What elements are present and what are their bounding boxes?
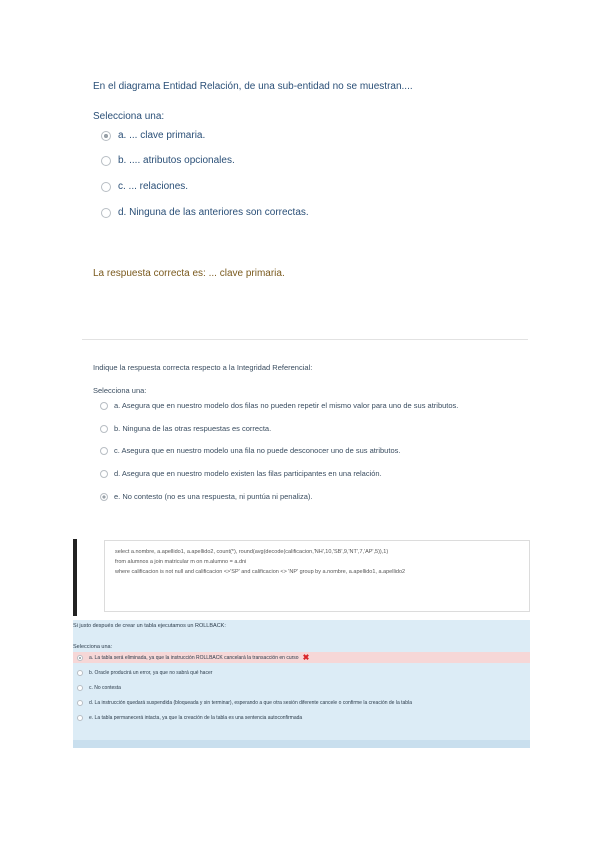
question2-option-a[interactable] xyxy=(100,401,458,410)
option-label: c. ... relaciones. xyxy=(118,181,189,192)
radio-button[interactable] xyxy=(101,208,111,218)
option-label: e. La tabla permanecerá intacta, ya que la creación de la tabla es una sentencia autoconfirmada xyxy=(89,714,303,721)
sql-line: where calificacion is not null and calificacion <>'SP' and calificacion <> 'NP' group by a.nombre, a.apellido1, a.apellido2 xyxy=(115,569,406,575)
option-label: b. .... atributos opcionales. xyxy=(118,155,235,166)
question2-option-d[interactable] xyxy=(100,469,382,478)
radio-button[interactable] xyxy=(77,655,83,661)
question1-option-c[interactable] xyxy=(101,181,188,192)
option-label: d. La instrucción quedará suspendida (bloqueada y sin terminar), esperando a que otra sesión diferente cancele o confirme la creación de la tabla xyxy=(89,699,412,706)
incorrect-x-icon: ✖ xyxy=(302,653,310,662)
radio-button[interactable] xyxy=(101,156,111,166)
question1-correct-answer: La respuesta correcta es: ... clave primaria. xyxy=(93,268,285,279)
radio-button[interactable] xyxy=(101,182,111,192)
option-label: a. La tabla será eliminada, ya que la instrucción ROLLBACK cancelará la transacción en curso xyxy=(89,654,299,661)
divider xyxy=(82,339,528,340)
option-label: c. No contesta xyxy=(89,684,121,691)
question1-text: En el diagrama Entidad Relación, de una sub-entidad no se muestran.... xyxy=(93,81,413,92)
question1-option-b[interactable] xyxy=(101,155,235,166)
question2-option-c[interactable] xyxy=(100,446,400,455)
question3-footer-strip xyxy=(73,740,530,748)
question1-option-d[interactable] xyxy=(101,207,309,218)
option-label: b. Oracle producirá un error, ya que no sabrá qué hacer xyxy=(89,669,213,676)
sql-code-block xyxy=(104,540,530,612)
sql-line: select a.nombre, a.apellido1, a.apellido2, count(*), round(avg(decode(calificacion,'NH',10,'SB',9,'NT',7,'AP',5)),1) xyxy=(115,549,389,555)
question2-text: Indique la respuesta correcta respecto a la Integridad Referencial: xyxy=(93,363,313,372)
question1-option-a[interactable] xyxy=(101,130,205,141)
radio-button[interactable] xyxy=(77,670,83,676)
radio-button[interactable] xyxy=(100,493,108,501)
option-label: a. Asegura que en nuestro modelo dos filas no pueden repetir el mismo valor para uno de sus atributos. xyxy=(114,401,459,410)
question2-option-e[interactable] xyxy=(100,492,312,501)
option-label: c. Asegura que en nuestro modelo una fila no puede desconocer uno de sus atributos. xyxy=(114,446,401,455)
radio-button[interactable] xyxy=(101,131,111,141)
radio-button[interactable] xyxy=(77,700,83,706)
question1-prompt: Selecciona una: xyxy=(93,111,165,122)
sql-line: from alumnos a join matricular m on m.alumno = a.dni xyxy=(115,559,247,565)
option-label: d. Asegura que en nuestro modelo existen las filas participantes en una relación. xyxy=(114,469,382,478)
option-label: e. No contesto (no es una respuesta, ni puntúa ni penaliza). xyxy=(114,492,313,501)
radio-button[interactable] xyxy=(100,425,108,433)
radio-button[interactable] xyxy=(100,402,108,410)
question3-option-d[interactable] xyxy=(73,697,530,708)
question3-prompt: Selecciona una: xyxy=(73,644,113,650)
option-label: d. Ninguna de las anteriores son correctas. xyxy=(118,207,309,218)
sql-block-marker xyxy=(73,539,77,616)
radio-button[interactable] xyxy=(100,470,108,478)
question3-option-a[interactable] xyxy=(73,652,530,663)
question3-text: Si justo después de crear un tabla ejecutamos un ROLLBACK: xyxy=(73,623,226,629)
option-label: a. ... clave primaria. xyxy=(118,130,206,141)
radio-button[interactable] xyxy=(77,685,83,691)
question2-option-b[interactable] xyxy=(100,424,271,433)
question3-option-e[interactable] xyxy=(73,712,530,723)
question3-option-c[interactable] xyxy=(73,682,530,693)
question3-option-b[interactable] xyxy=(73,667,530,678)
radio-button[interactable] xyxy=(77,715,83,721)
radio-button[interactable] xyxy=(100,447,108,455)
question2-prompt: Selecciona una: xyxy=(93,386,147,395)
option-label: b. Ninguna de las otras respuestas es correcta. xyxy=(114,424,272,433)
